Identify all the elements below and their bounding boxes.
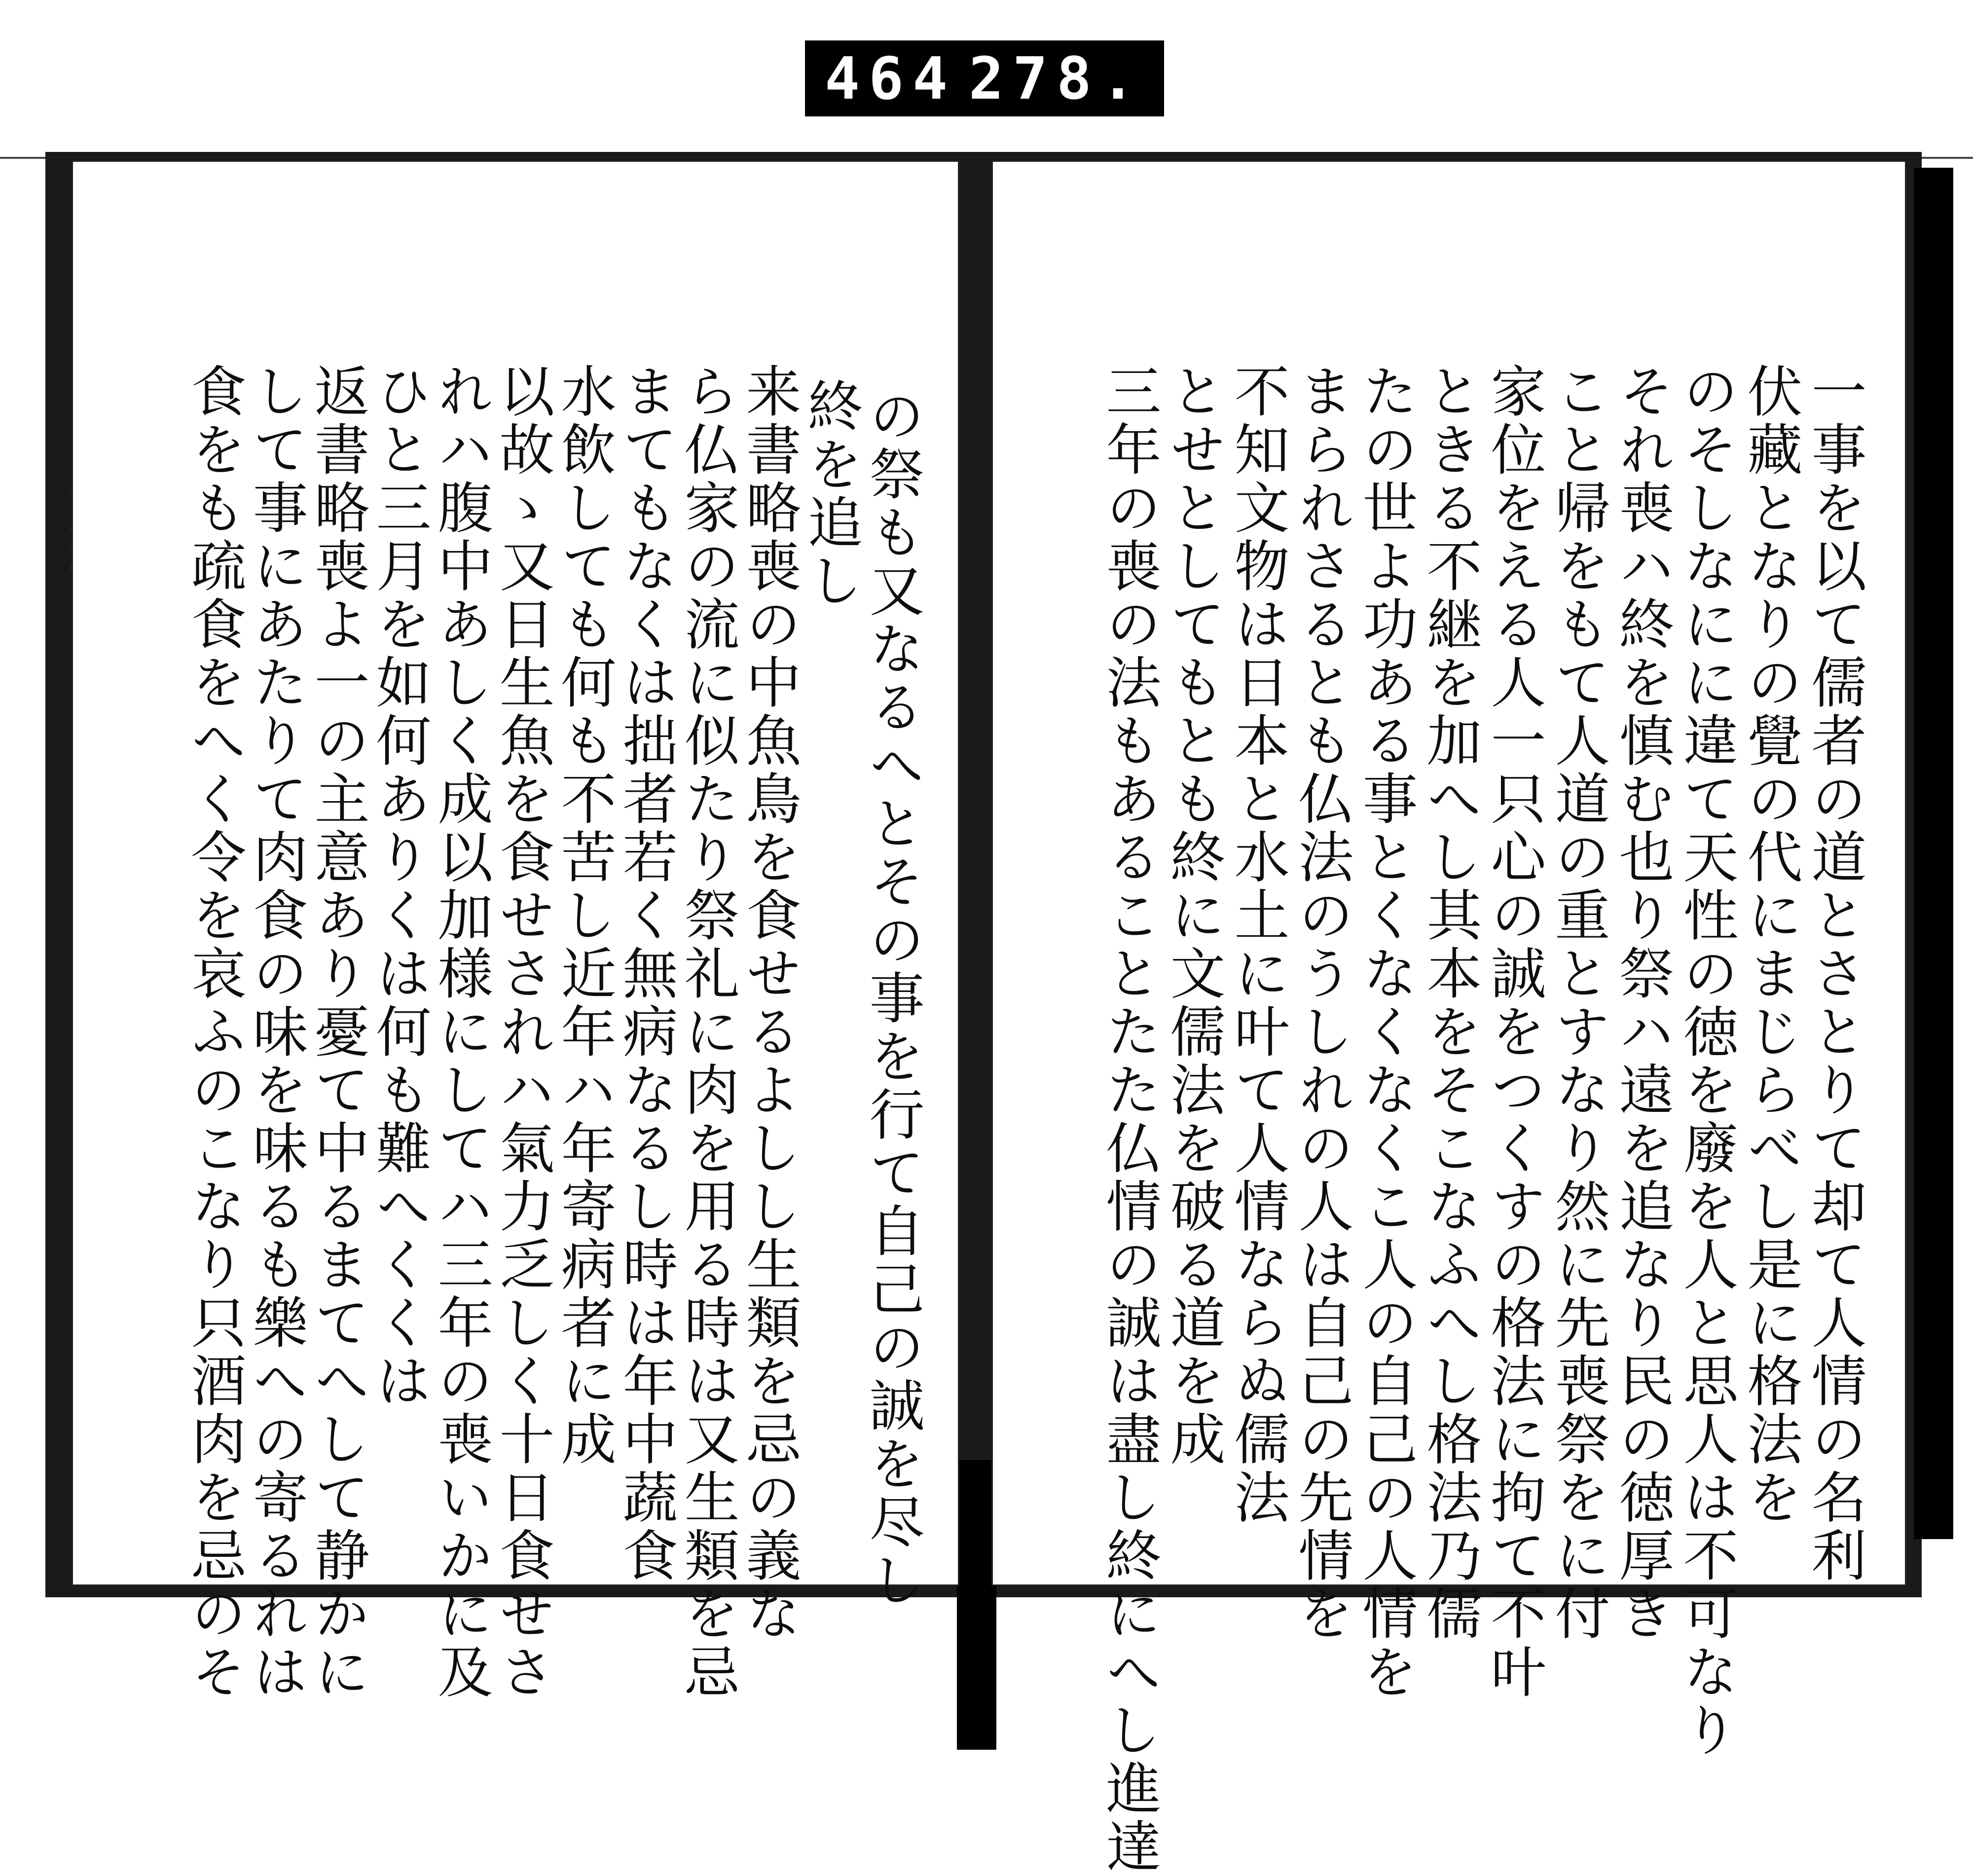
left-col-8: れハ腹中あしく成以加様にしてハ三年の喪いかに及 — [429, 363, 493, 1701]
left-col-5: まてもなくは拙者若く無病なるし時は年中蔬食 — [614, 363, 678, 1585]
left-col-1: の祭も又なるへとその事を行て自己の誠を尽し — [860, 387, 924, 1610]
left-col-10: 返書略喪よ一の主意あり憂て中るまてへして静かに — [305, 363, 369, 1701]
right-col-10: 不知文物は日本と水土に叶て人情ならぬ儒法 — [1225, 363, 1289, 1527]
right-page — [991, 160, 1906, 1876]
right-col-11: とせとしてもとも終に文儒法を破る道を成 — [1161, 363, 1225, 1469]
left-page — [72, 160, 959, 1701]
item-number: 278. — [968, 44, 1144, 112]
shelf-label — [805, 40, 1164, 116]
left-col-6: 水飲しても何も不苦し近年ハ年寄病者に成 — [552, 363, 616, 1469]
left-col-12: 食をも疏食をへく令を哀ふのこなり只酒肉を忌のそ — [182, 363, 246, 1701]
right-col-7: ときる不継を加へし其本をそこなふへし格法乃儒 — [1418, 363, 1482, 1643]
center-gutter — [957, 1460, 996, 1750]
left-col-11: して事にあたりて肉食の味を味るも樂への寄るれは — [244, 363, 308, 1701]
right-spine — [1914, 168, 1953, 1539]
left-col-4: ら仏家の流に似たり祭礼に肉を用る時は又生類を忌 — [675, 363, 739, 1701]
left-col-7: 以故ゝ又日生魚を食せされハ氣力乏しく十日食せさ — [490, 363, 554, 1701]
right-col-8: たの世よ功ある事とくなくなくこ人の自己の人情を — [1353, 363, 1418, 1701]
left-col-3: 来書略喪の中魚鳥を食せるよしし生類を忌の義な — [737, 363, 801, 1643]
left-col-2: 終を追し — [799, 377, 863, 610]
right-col-2: 伏藏となりの覺の代にまじらべし是に格法を — [1738, 363, 1802, 1527]
left-col-9: ひと三月を如何ありくは何も難へくくは — [367, 363, 431, 1410]
right-col-9: まられさるとも仏法のうしれの人は自己の先情を — [1289, 363, 1353, 1643]
right-col-3: のそしなにに違て天性の徳を廢を人と思人は不可なり — [1674, 363, 1738, 1760]
shelf-number: 464 — [825, 44, 957, 112]
left-page-text — [72, 160, 959, 1701]
right-col-12: 三年の喪の法もあることたた仏情の誠は盡し終にへし進達 — [1097, 363, 1161, 1876]
right-col-6: 家位をえる人一只心の誠をつくすの格法に拘て不叶 — [1482, 363, 1546, 1701]
right-col-4: それ喪ハ終を慎む也り祭ハ遠を追なり民の徳厚き — [1610, 363, 1674, 1643]
right-col-5: こと帰をもて人道の重とすなり然に先喪祭をに付 — [1546, 363, 1610, 1643]
right-col-1: 一事を以て儒者の道とさとりて却て人情の名利 — [1802, 363, 1866, 1585]
right-page-text — [991, 160, 1906, 1876]
